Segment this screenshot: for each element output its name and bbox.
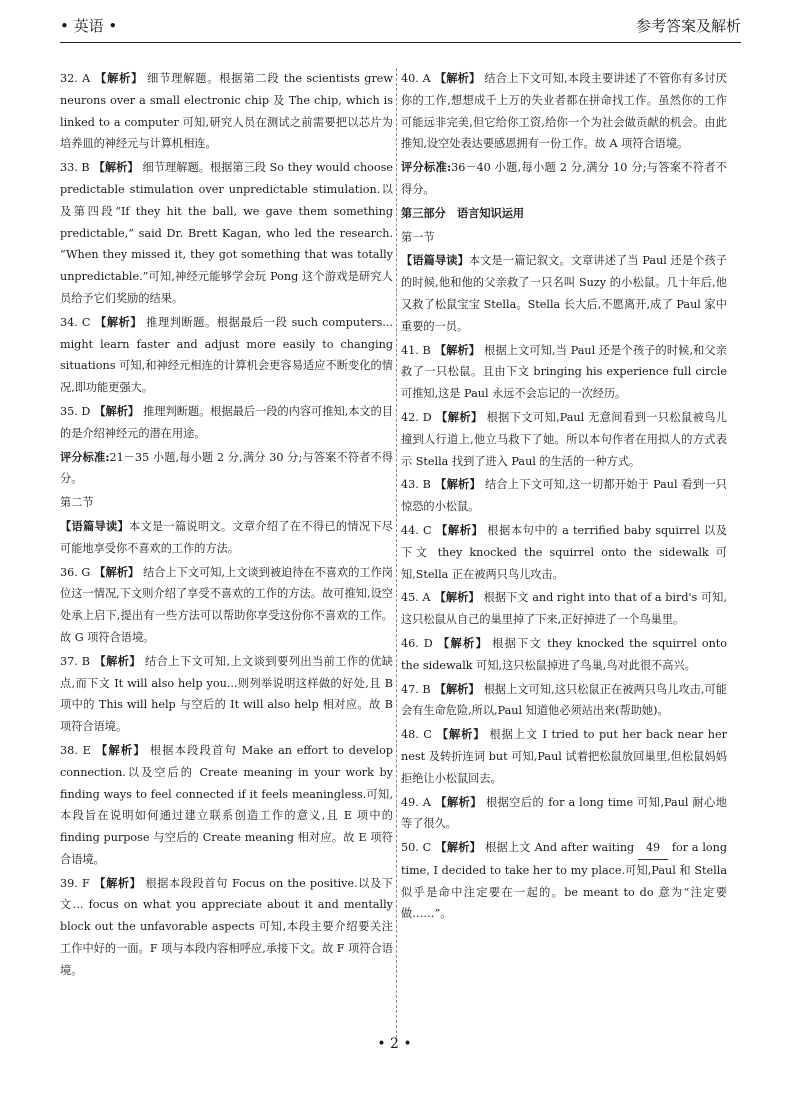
answer-item: 33. B 【解析】 细节理解题。根据第三段 So they would choose predictable stimulation over unpredictable stimulation.以及第四段“If they hit the ball, we gave them something predictable,” said Dr. Brett Kagan, who led the research. “When they missed it, they got something that was totally unpredictable.”可知,神经元能够学会玩 Pong 这个游戏是研究人员给予它们奖励的结果。 — [60, 160, 393, 305]
answer-item: 44. C 【解析】 根据本句中的 a terrified baby squirrel 以及下文 they knocked the squirrel onto the sidewalk 可知,Stella 正在被两只鸟儿攻击。 — [401, 522, 727, 581]
answer-item: 46. D 【解析】 根据下文 they knocked the squirrel onto the sidewalk 可知,这只松鼠掉进了鸟巢,鸟对此很不高兴。 — [401, 635, 728, 672]
answer-item: 45. A 【解析】 根据下文 and right into that of a bird's 可知,这只松鼠从自己的巢里掉了下来,正好掉进了一个鸟巢里。 — [401, 590, 727, 627]
answer-item: 39. F 【解析】 根据本段段首句 Focus on the positive.以及下文... focus on what you appreciate about it and mentally block out the unfavorable aspects 可知,本段主要介绍要关注工作中好的一面。F 项与本段内容相呼应,承接下文。故 F 项符合语境。 — [60, 875, 393, 977]
section-heading: 第一节 — [401, 230, 435, 244]
answer-item: 32. A 【解析】 细节理解题。根据第二段 the scientists grew neurons over a small electronic chip 及 The chip, which is linked to a computer 可知,研究人员在测试之前需要把以芯片为培养皿的神经元与计算机相连。 — [60, 71, 393, 151]
right-column — [401, 68, 727, 927]
section-heading: 第二节 — [60, 496, 94, 510]
section-title: 参考答案及解析 — [635, 16, 741, 35]
page-number: • 2 • — [377, 1036, 412, 1052]
passage-guide: 【语篇导读】本文是一篇说明文。文章介绍了在不得已的情况下尽可能地享受你不喜欢的工作的方法。 — [60, 518, 393, 555]
answer-item: 50. C 【解析】 根据上文 And after waiting 49 for a long time, I decided to take her to my place.可知,Paul 和 Stella 似乎是命中注定要在一起的。be meant to do 意为“注定要做……”。 — [401, 837, 727, 925]
answer-item: 42. D 【解析】 根据下文可知,Paul 无意间看到一只松鼠被鸟儿撞到人行道上,他立马救下了她。所以本句作者在用拟人的方式表示 Stella 找到了进入 Paul 的生活的一种方式。 — [401, 409, 727, 468]
answer-item: 48. C 【解析】 根据上文 I tried to put her back near her nest 及转折连词 but 可知,Paul 试着把松鼠放回巢里,但松鼠妈妈拒绝让小松鼠回去。 — [401, 727, 727, 785]
answer-item: 49. A 【解析】 根据空后的 for a long time 可知,Paul 耐心地等了很久。 — [401, 794, 727, 831]
answer-item: 37. B 【解析】 结合上下文可知,上文谈到要列出当前工作的优缺点,而下文 It will also help you...则列举说明这样做的好处,且 B 项中的 This will help 与空后的 It will also help 相对应。故 B 项符合语境。 — [60, 653, 393, 734]
answer-item: 43. B 【解析】 结合上下文可知,这一切都开始于 Paul 看到一只惊恐的小松鼠。 — [401, 477, 727, 514]
score-standard: 评分标准:21－35 小题,每小题 2 分,满分 30 分;与答案不符者不得分。 — [60, 449, 393, 486]
answer-item: 40. A 【解析】 结合上下文可知,本段主要讲述了不管你有多讨厌你的工作,想想成千上万的失业者都在拼命找工作。虽然你的工作可能远非完美,但它给你工资,给你一个为社会做贡献的机会。由此推知,设空处表达要感恩拥有一份工作。故 A 项符合语境。 — [401, 71, 727, 151]
subject-label: • 英语 • — [60, 16, 118, 35]
score-standard: 评分标准:36－40 小题,每小题 2 分,满分 10 分;与答案不符者不得分。 — [401, 160, 727, 196]
answer-item: 35. D 【解析】 推理判断题。根据最后一段的内容可推知,本文的目的是介绍神经元的潜在用途。 — [60, 403, 393, 440]
page-header — [60, 8, 741, 43]
column-divider — [396, 68, 397, 1038]
part-heading: 第三部分 语言知识运用 — [401, 205, 525, 220]
answer-item: 38. E 【解析】 根据本段段首句 Make an effort to develop connection.以及空后的 Create meaning in your work by finding ways to feel connected if it feels meaningless.可知,本段旨在说明如何通过建立联系创造工作的意义,且 E 项中的 finding purpose 与空后的 Create meaning 相对应。故 E 项符合语境。 — [60, 742, 393, 866]
left-column — [60, 68, 393, 984]
answer-item: 47. B 【解析】 根据上文可知,这只松鼠正在被两只鸟儿攻击,可能会有生命危险,所以,Paul 知道他必须站出来(帮助她)。 — [401, 681, 727, 718]
answer-item: 34. C 【解析】 推理判断题。根据最后一段 such computers... might learn faster and adjust more easily to changing situations 可知,和神经元相连的计算机会更容易适应不断变化的情况,即功能更强大。 — [60, 314, 393, 395]
answer-blank: 49 — [638, 837, 668, 860]
answer-item: 36. G 【解析】 结合上下文可知,上文谈到被迫待在不喜欢的工作岗位这一情况,下文则介绍了享受不喜欢的工作的方法。故可推知,设空处承上启下,提出有一些方法可以帮助你享受这份你不喜欢的工作。故 G 项符合语境。 — [60, 564, 393, 644]
answer-item: 41. B 【解析】 根据上文可知,当 Paul 还是个孩子的时候,和父亲救了一只松鼠。且由下文 bringing his experience full circle 可推知,这是 Paul 永远不会忘记的一次经历。 — [401, 342, 727, 401]
passage-guide: 【语篇导读】本文是一篇记叙文。文章讲述了当 Paul 还是个孩子的时候,他和他的父亲救了一只名叫 Suzy 的小松鼠。几十年后,他又救了松鼠宝宝 Stella。Stella 长大后,不愿离开,成了 Paul 家中重要的一员。 — [401, 253, 727, 333]
